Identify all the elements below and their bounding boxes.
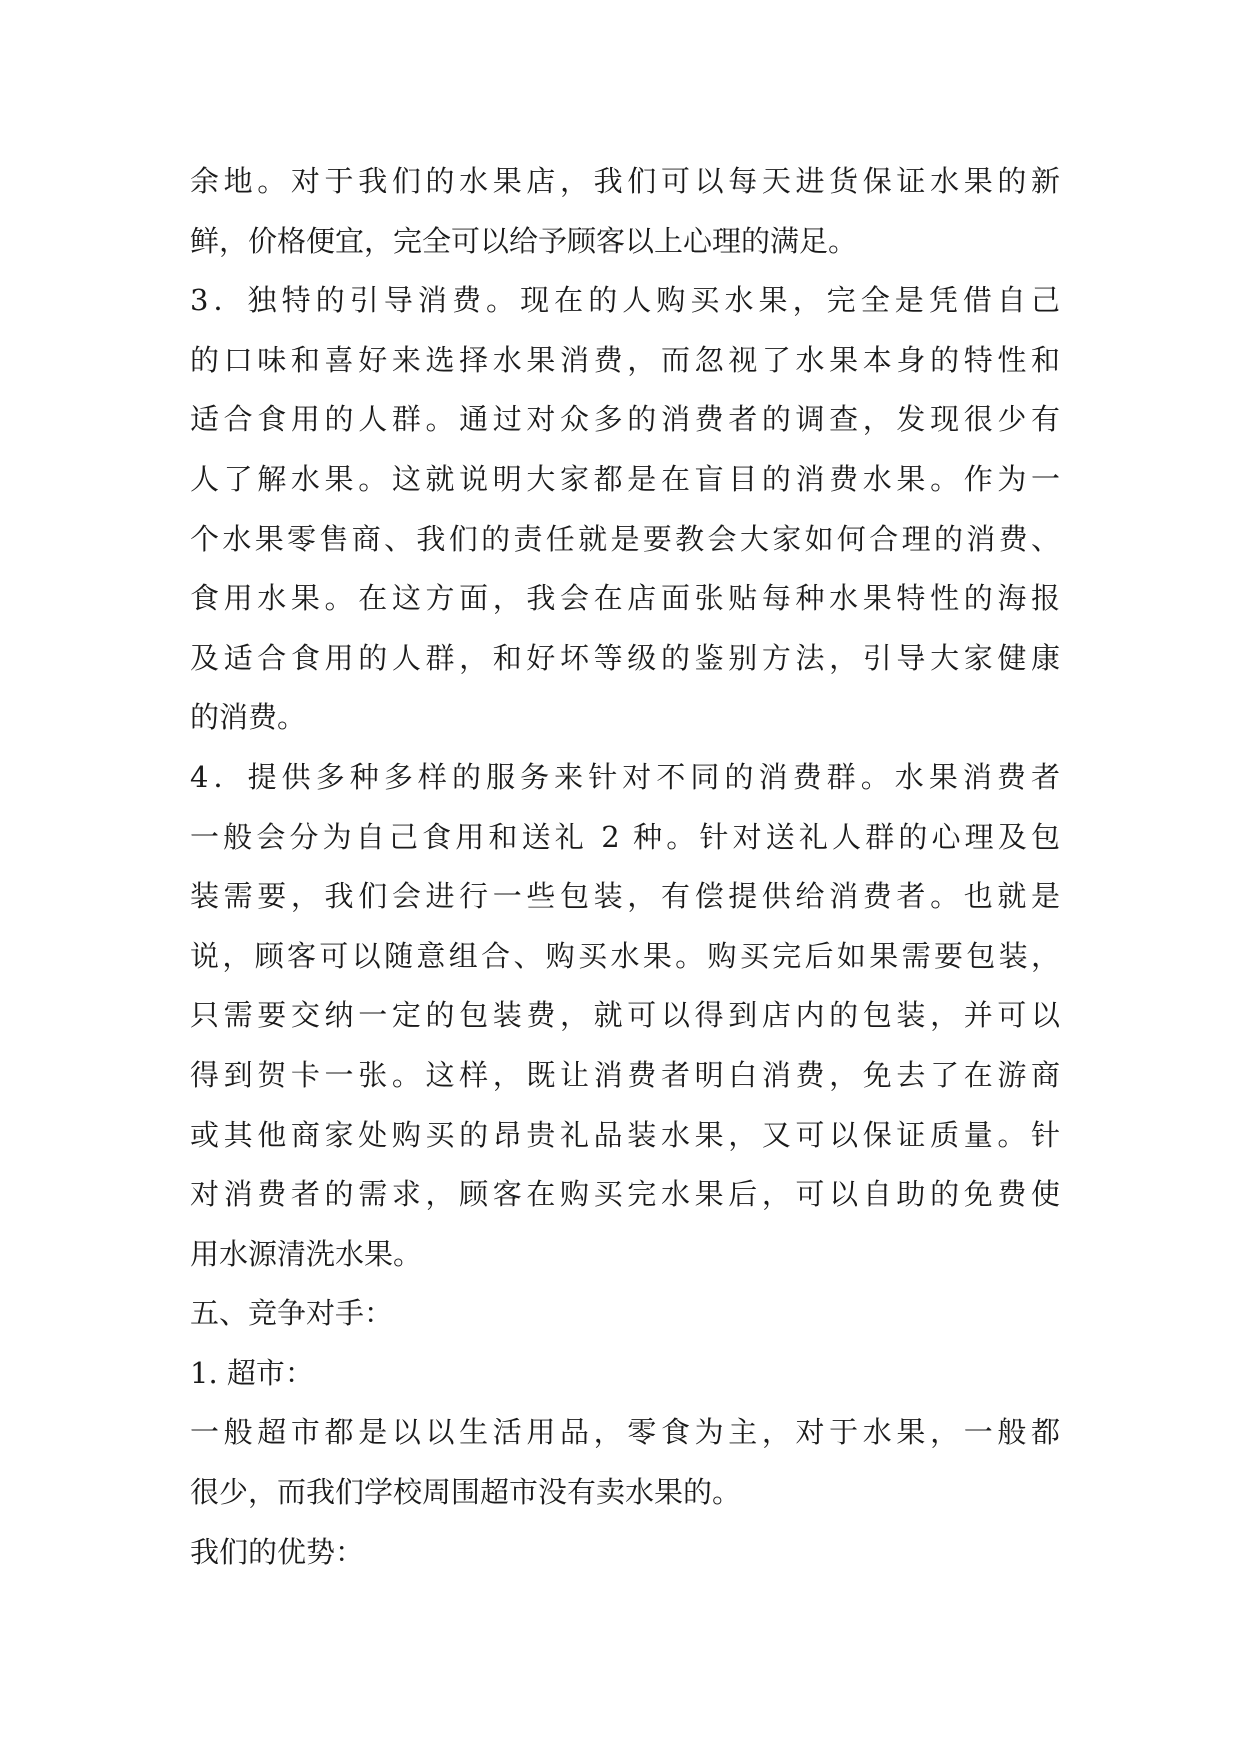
- text-line: 一般会分为自己食用和送礼 2 种。针对送礼人群的心理及包: [190, 819, 1060, 854]
- text-line: 或其他商家处购买的昂贵礼品装水果，又可以保证质量。针: [190, 1117, 1060, 1152]
- text-line: 说，顾客可以随意组合、购买水果。购买完后如果需要包装，: [190, 938, 1060, 973]
- text-line: 我们的优势：: [190, 1534, 365, 1569]
- text-line: 一般超市都是以以生活用品，零食为主，对于水果，一般都: [190, 1415, 1060, 1450]
- text-line: 余地。对于我们的水果店，我们可以每天进货保证水果的新: [190, 164, 1060, 198]
- text-line: 及适合食用的人群，和好坏等级的鉴别方法，引导大家健康: [190, 640, 1060, 675]
- text-line: 只需要交纳一定的包装费，就可以得到店内的包装，并可以: [190, 998, 1060, 1033]
- text-line: 的口味和喜好来选择水果消费，而忽视了水果本身的特性和: [190, 342, 1060, 377]
- text-line: 很少，而我们学校周围超市没有卖水果的。: [190, 1475, 742, 1510]
- text-line: 对消费者的需求，顾客在购买完水果后，可以自助的免费使: [190, 1177, 1060, 1212]
- section-heading: 五、竞争对手：: [190, 1296, 394, 1331]
- text-line: 个水果零售商、我们的责任就是要教会大家如何合理的消费、: [190, 521, 1060, 556]
- text-line: 的消费。: [190, 700, 307, 735]
- subsection-heading: 1. 超市：: [190, 1355, 314, 1390]
- body-text: [190, 152, 1060, 1582]
- text-line: 装需要，我们会进行一些包装，有偿提供给消费者。也就是: [190, 879, 1060, 914]
- text-line: 得到贺卡一张。这样，既让消费者明白消费，免去了在游商: [190, 1057, 1060, 1092]
- text-line: 人了解水果。这就说明大家都是在盲目的消费水果。作为一: [190, 461, 1060, 496]
- text-line: 食用水果。在这方面，我会在店面张贴每种水果特性的海报: [190, 581, 1060, 616]
- text-line: 3．独特的引导消费。现在的人购买水果，完全是凭借自己: [190, 283, 1060, 318]
- text-line: 适合食用的人群。通过对众多的消费者的调查，发现很少有: [190, 402, 1060, 437]
- text-line: 用水源清洗水果。: [190, 1236, 423, 1271]
- text-line: 4．提供多种多样的服务来针对不同的消费群。水果消费者: [190, 759, 1060, 794]
- text-line: 鲜，价格便宜，完全可以给予顾客以上心理的满足。: [190, 223, 858, 258]
